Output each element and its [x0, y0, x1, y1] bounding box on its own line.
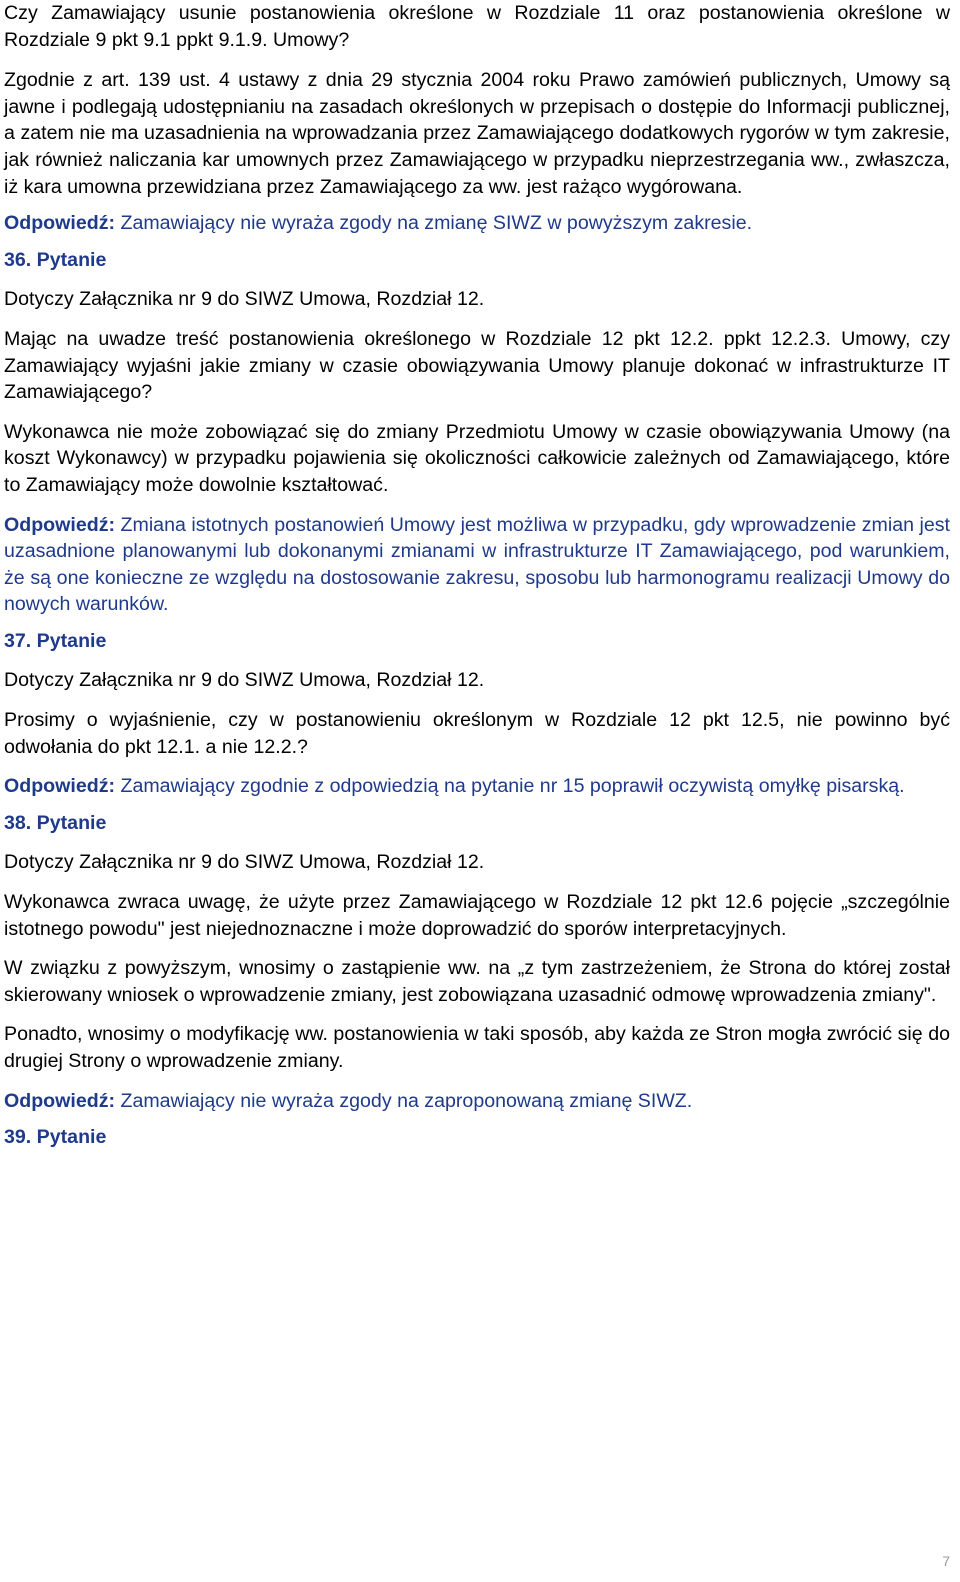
question-35-justification: Zgodnie z art. 139 ust. 4 ustawy z dnia 29 stycznia 2004 roku Prawo zamówień publicznych, Umowy są jawne i podlegają udostępnianiu na zasadach określonych w przepisach o dostępie do Informacji publicznej, a zatem nie ma uzasadnienia na wprowadzania przez Zamawiającego dodatkowych rygorów w tym zakresie, jak również naliczania kar umownych przez Zamawiającego w przypadku nieprzestrzegania ww., zwłaszcza, iż kara umowna przewidziana przez Zamawiającego za ww. jest rażąco wygórowana. — [4, 69, 950, 198]
answer-35-text: Zamawiający nie wyraża zgody na zmianę SIWZ w powyższym zakresie. — [115, 212, 753, 235]
question-38-heading: 38. Pytanie — [4, 811, 107, 834]
question-36-text-2: Wykonawca nie może zobowiązać się do zmiany Przedmiotu Umowy w czasie obowiązywania Umowy (na koszt Wykonawcy) w przypadku pojawienia się okoliczności całkowicie zależnych od Zamawiającego, które to Zamawiający może dowolnie kształtować. — [4, 420, 950, 496]
answer-35-label: Odpowiedź: — [4, 212, 116, 235]
question-37-reference: Dotyczy Załącznika nr 9 do SIWZ Umowa, Rozdział 12. — [4, 669, 485, 692]
question-38-text-2: W związku z powyższym, wnosimy o zastąpienie ww. na „z tym zastrzeżeniem, że Strona do której został skierowany wniosek o wprowadzenie zmiany, jest zobowiązana uzasadnić odmowę wprowadzenia zmiany". — [4, 957, 950, 1006]
document-page — [4, 0, 950, 1151]
question-38-reference: Dotyczy Załącznika nr 9 do SIWZ Umowa, Rozdział 12. — [4, 851, 485, 874]
answer-36-text: Zmiana istotnych postanowień Umowy jest możliwa w przypadku, gdy wprowadzenie zmian jest uzasadnione planowanymi lub dokonanymi zmianami w infrastrukturze IT Zamawiającego, pod warunkiem, że są one konieczne ze względu na dostosowanie zakresu, sposobu lub harmonogramu realizacji Umowy do nowych warunków. — [4, 513, 950, 616]
answer-36-label: Odpowiedź: — [4, 513, 116, 536]
answer-38 — [4, 1088, 950, 1115]
answer-37 — [4, 773, 950, 800]
answer-37-text: Zamawiający zgodnie z odpowiedzią na pytanie nr 15 poprawił oczywistą omyłkę pisarską. — [115, 775, 905, 798]
answer-37-label: Odpowiedź: — [4, 775, 116, 798]
answer-35 — [4, 210, 950, 237]
question-35-text: Czy Zamawiający usunie postanowienia określone w Rozdziale 11 oraz postanowienia określone w Rozdziale 9 pkt 9.1 ppkt 9.1.9. Umowy? — [4, 2, 950, 51]
question-36-heading: 36. Pytanie — [4, 248, 107, 271]
question-37-heading: 37. Pytanie — [4, 629, 107, 652]
answer-38-text: Zamawiający nie wyraża zgody na zaproponowaną zmianę SIWZ. — [115, 1089, 693, 1112]
question-38-text-3: Ponadto, wnosimy o modyfikację ww. postanowienia w taki sposób, aby każda ze Stron mogła zwrócić się do drugiej Strony o wprowadzenie zmiany. — [4, 1023, 950, 1072]
question-36-reference: Dotyczy Załącznika nr 9 do SIWZ Umowa, Rozdział 12. — [4, 288, 485, 311]
question-37-text: Prosimy o wyjaśnienie, czy w postanowieniu określonym w Rozdziale 12 pkt 12.5, nie powinno być odwołania do pkt 12.1. a nie 12.2.? — [4, 709, 950, 758]
answer-36 — [4, 512, 950, 618]
question-38-text: Wykonawca zwraca uwagę, że użyte przez Zamawiającego w Rozdziale 12 pkt 12.6 pojęcie „szczególnie istotnego powodu" jest niejednoznaczne i może doprowadzić do sporów interpretacyjnych. — [4, 891, 950, 940]
question-36-text: Mając na uwadze treść postanowienia określonego w Rozdziale 12 pkt 12.2. ppkt 12.2.3. Umowy, czy Zamawiający wyjaśni jakie zmiany w czasie obowiązywania Umowy planuje dokonać w infrastrukturze IT Zamawiającego? — [4, 327, 950, 404]
answer-38-label: Odpowiedź: — [4, 1089, 116, 1112]
page-number: 7 — [942, 1553, 950, 1569]
question-39-heading: 39. Pytanie — [4, 1126, 107, 1149]
